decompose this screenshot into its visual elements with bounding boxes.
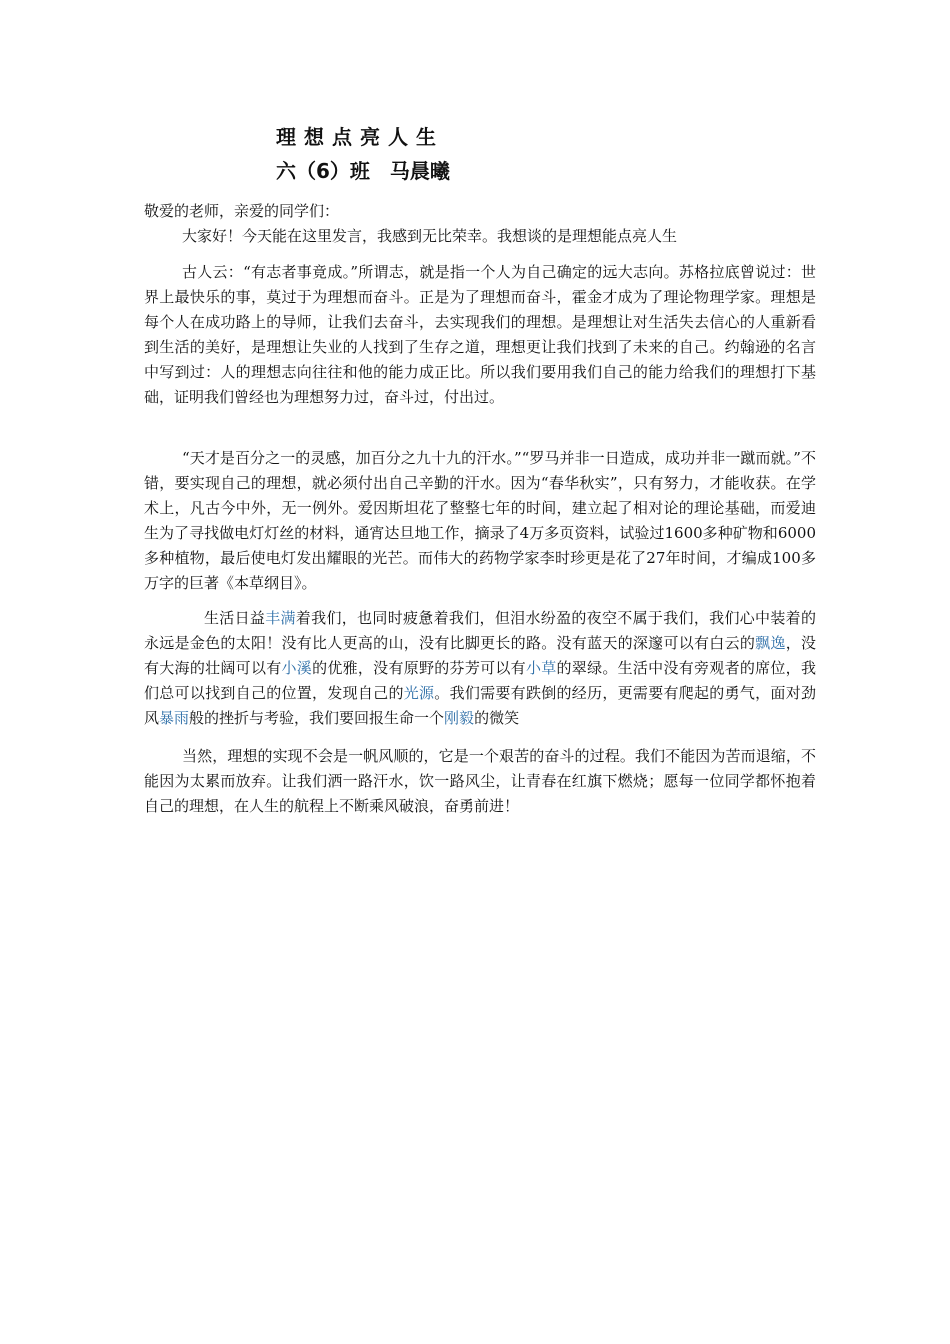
- text-run: ，没有大海的壮阔可以有: [144, 634, 816, 677]
- title-block: [276, 120, 450, 188]
- text-run: 。我们需要有跌倒的经历，更需要有爬起的勇气，面对劲风: [144, 684, 816, 727]
- highlighted-word: 暴雨: [159, 709, 190, 727]
- highlighted-word: 飘逸: [755, 634, 786, 652]
- text-run: 生活日益: [204, 609, 266, 627]
- text-run: 的优雅，没有原野的芬芳可以有: [312, 659, 526, 677]
- highlighted-word: 小溪: [281, 659, 313, 677]
- text-run: 的微笑: [474, 709, 520, 727]
- document-title: 理想点亮人生: [276, 125, 444, 149]
- author-line: 六（6）班 马晨曦: [276, 159, 450, 183]
- text-run: 着我们，也同时疲惫着我们，但泪水纷盈的夜空不属于我们，我们心中装着的永远是金色的太阳！没有比人更高的山，没有比脚更长的路。没有蓝天的深邃可以有白云的: [144, 609, 816, 652]
- highlighted-word: 光源: [403, 684, 435, 702]
- paragraph-greeting: 大家好！今天能在这里发言，我感到无比荣幸。我想谈的是理想能点亮人生: [182, 227, 678, 245]
- paragraph-life: [144, 606, 816, 731]
- paragraph-ideals: 古人云：“有志者事竟成。”所谓志，就是指一个人为自己确定的远大志向。苏格拉底曾说过：世界上最快乐的事，莫过于为理想而奋斗。正是为了理想而奋斗，霍金才成为了理论物理学家。理想是每个人在成功路上的导师，让我们去奋斗，去实现我们的理想。是理想让对生活失去信心的人重新看到生活的美好，是理想让失业的人找到了生存之道，理想更让我们找到了未来的自己。约翰逊的名言中写到过：人的理想志向往往和他的能力成正比。所以我们要用我们自己的能力给我们的理想打下基础，证明我们曾经也为理想努力过，奋斗过，付出过。: [144, 263, 816, 406]
- highlighted-word: 丰满: [265, 609, 296, 627]
- text-run: 的翠绿。生活中没有旁观者的席位，我们总可以找到自己的位置，发现自己的: [144, 659, 816, 702]
- paragraph-effort: “天才是百分之一的灵感，加百分之九十九的汗水。”“罗马并非一日造成，成功并非一蹴而就。”不错，要实现自己的理想，就必须付出自己辛勤的汗水。因为“春华秋实”，只有努力，才能收获。在学术上，凡古今中外，无一例外。爱因斯坦花了整整七年的时间，建立起了相对论的理论基础，而爱迪生为了寻找做电灯灯丝的材料，通宵达旦地工作，摘录了4万多页资料，试验过1600多种矿物和6000多种植物，最后使电灯发出耀眼的光芒。而伟大的药物学家李时珍更是花了27年时间，才编成100多万字的巨著《本草纲目》。: [144, 449, 816, 592]
- text-run: 般的挫折与考验，我们要回报生命一个: [189, 709, 445, 727]
- salutation: 敬爱的老师，亲爱的同学们：: [144, 202, 340, 220]
- highlighted-word: 小草: [525, 659, 557, 677]
- paragraph-conclusion: 当然，理想的实现不会是一帆风顺的，它是一个艰苦的奋斗的过程。我们不能因为苦而退缩，不能因为太累而放弃。让我们洒一路汗水，饮一路风尘，让青春在红旗下燃烧；愿每一位同学都怀抱着自己的理想，在人生的航程上不断乘风破浪，奋勇前进！: [144, 747, 816, 815]
- highlighted-word: 刚毅: [444, 709, 475, 727]
